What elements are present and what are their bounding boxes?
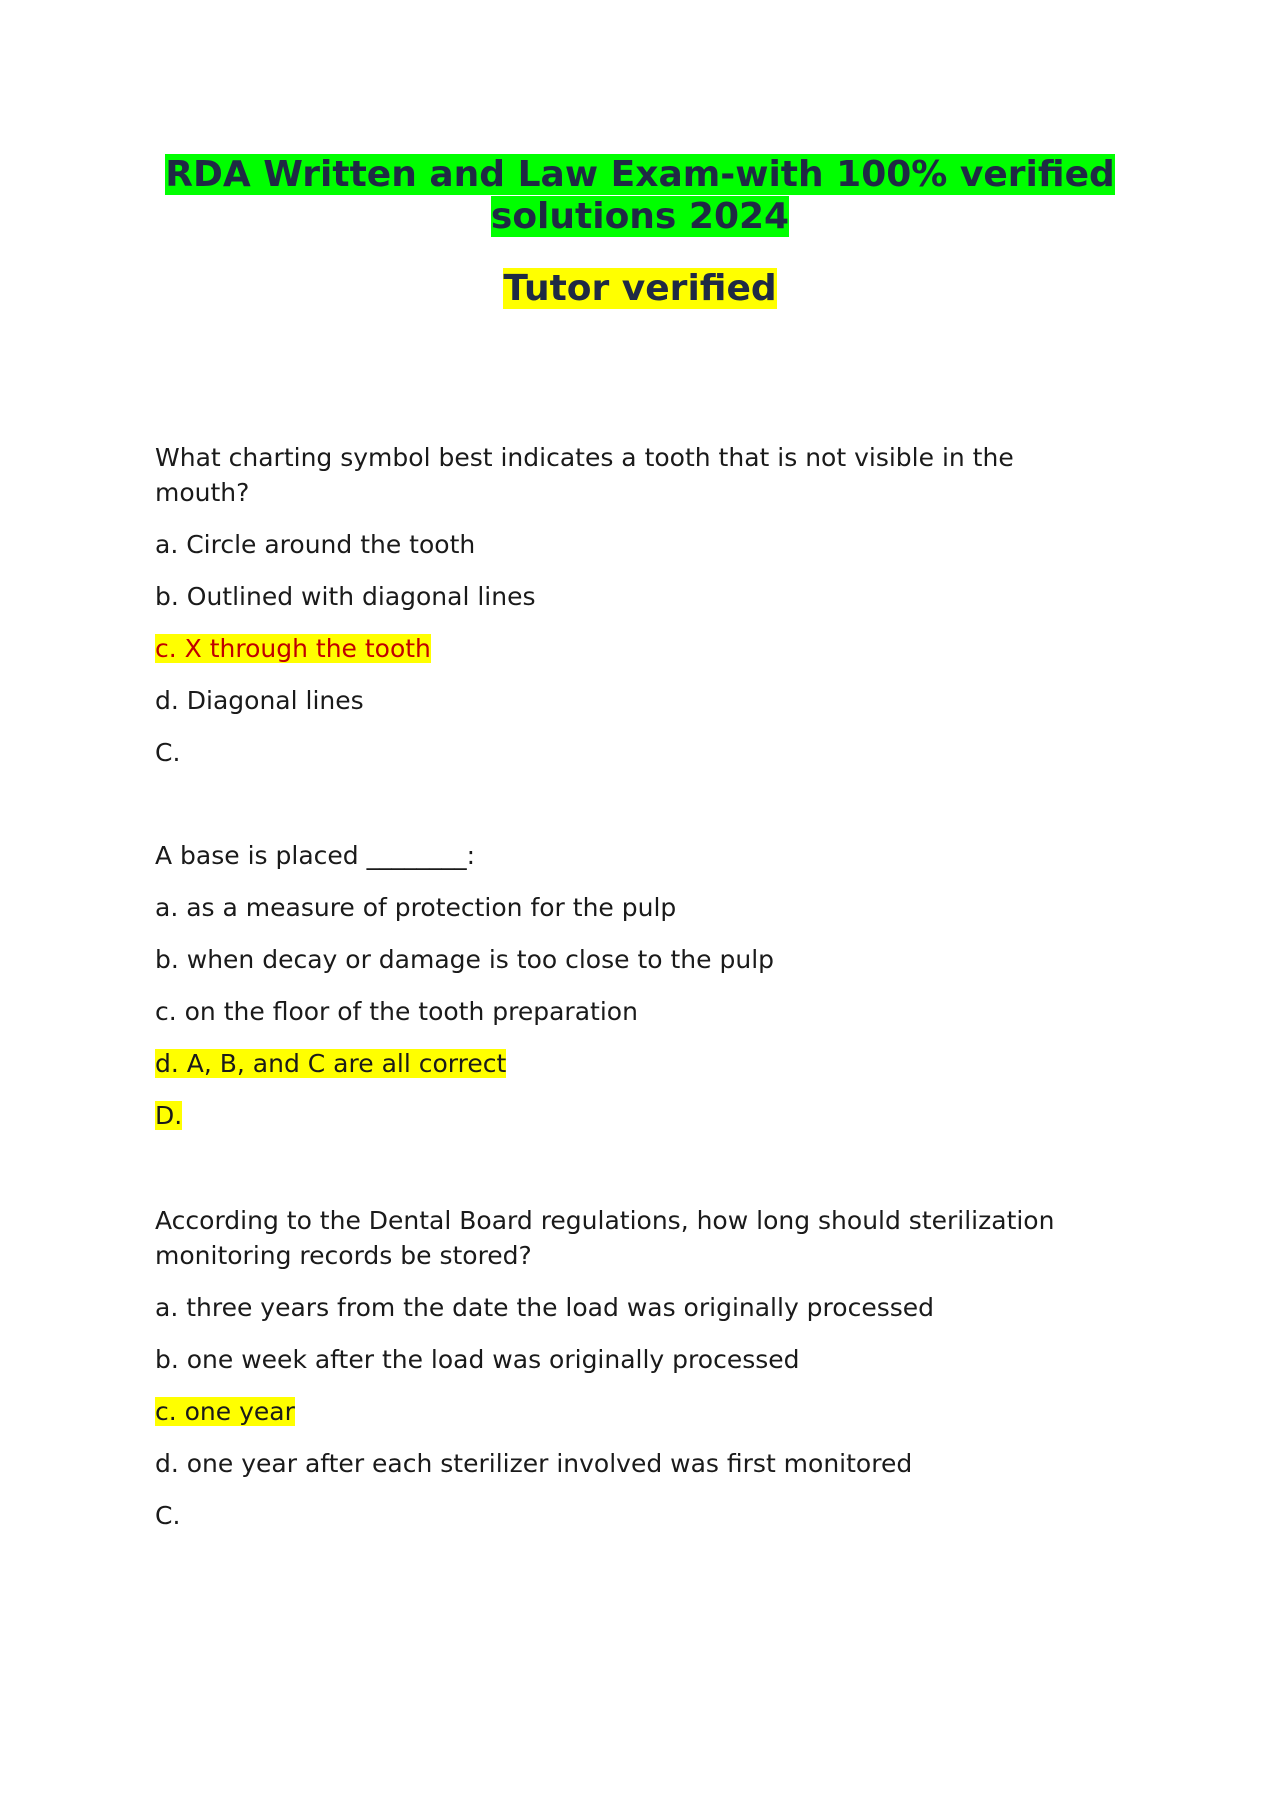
option-c-correct	[155, 631, 1115, 666]
question-1	[155, 440, 1115, 787]
highlighted-answer: d. A, B, and C are all correct	[155, 1049, 507, 1078]
highlighted-answer: c. one year	[155, 1397, 295, 1426]
document-title	[160, 154, 1120, 238]
document-title-text: RDA Written and Law Exam-with 100% verified solutions 2024	[165, 154, 1115, 237]
question-3	[155, 1203, 1115, 1550]
answer-key: C.	[155, 1501, 181, 1530]
option-c-correct	[155, 1394, 1115, 1429]
question-stem: A base is placed ________:	[155, 841, 476, 870]
option-b: b. when decay or damage is too close to the pulp	[155, 945, 775, 974]
option-c: c. on the floor of the tooth preparation	[155, 997, 638, 1026]
answer-key: C.	[155, 738, 181, 767]
document-subtitle-text: Tutor verified	[503, 268, 777, 309]
answer-key	[155, 1098, 1115, 1133]
option-a: a. as a measure of protection for the pulp	[155, 893, 677, 922]
option-b: b. Outlined with diagonal lines	[155, 582, 536, 611]
question-stem: What charting symbol best indicates a tooth that is not visible in the mouth?	[155, 443, 1014, 507]
option-b: b. one week after the load was originally processed	[155, 1345, 800, 1374]
document-subtitle	[160, 268, 1120, 310]
highlighted-answer-key: D.	[155, 1101, 183, 1130]
question-2	[155, 838, 1115, 1150]
option-a: a. three years from the date the load was originally processed	[155, 1293, 935, 1322]
option-a: a. Circle around the tooth	[155, 530, 476, 559]
option-d: d. Diagonal lines	[155, 686, 364, 715]
highlighted-answer: c. X through the tooth	[155, 634, 431, 663]
question-stem: According to the Dental Board regulations, how long should sterilization monitoring records be stored?	[155, 1206, 1055, 1270]
option-d: d. one year after each sterilizer involved was first monitored	[155, 1449, 913, 1478]
option-d-correct	[155, 1046, 1115, 1081]
